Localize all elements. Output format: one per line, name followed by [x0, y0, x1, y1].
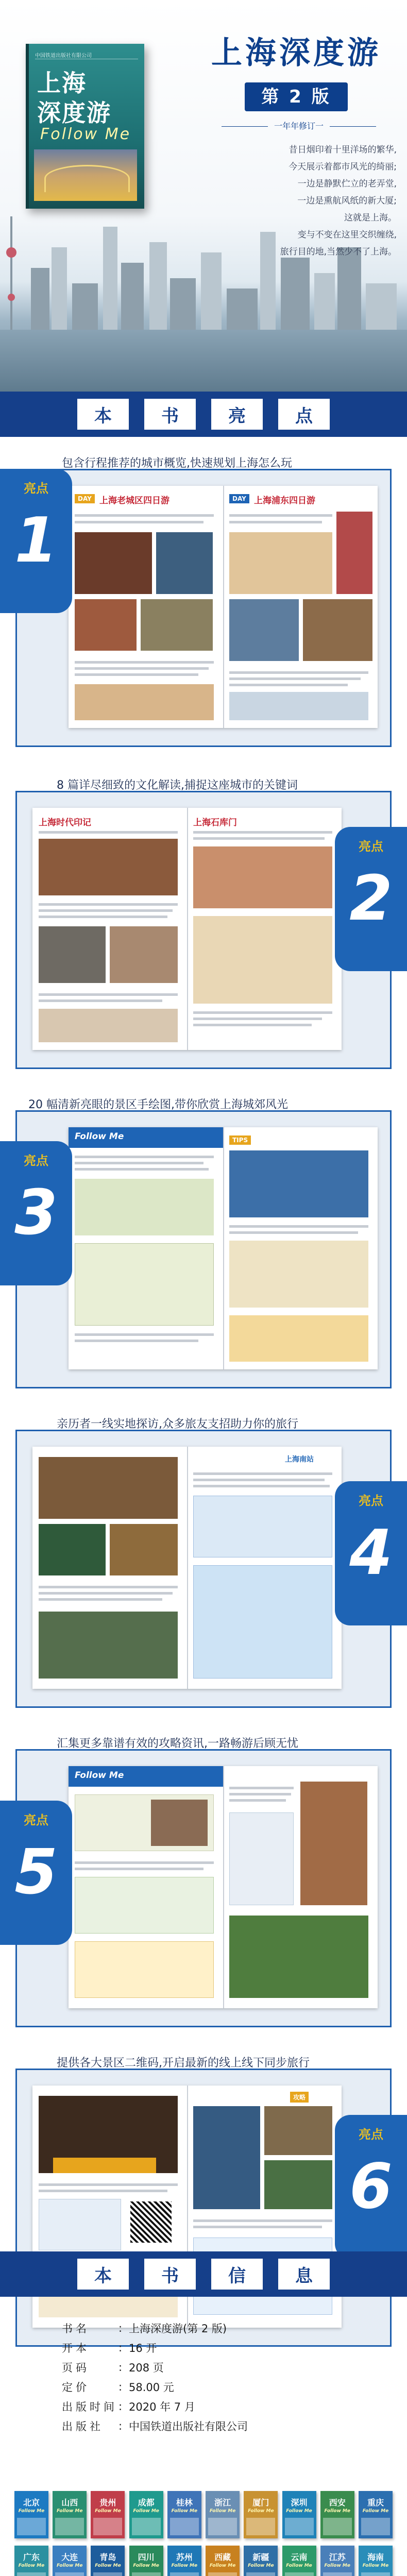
- series-book: [206, 2491, 240, 2538]
- series-book-subtitle: Follow Me: [324, 2563, 350, 2568]
- banner-char: 信: [211, 2259, 263, 2290]
- series-book: [320, 2491, 354, 2538]
- info-box: [229, 1812, 294, 1905]
- series-book-photo: [361, 2572, 390, 2576]
- photo: [229, 1150, 368, 1217]
- series-book-subtitle: Follow Me: [133, 2563, 159, 2568]
- series-book-photo: [208, 2572, 237, 2576]
- photo: [303, 599, 372, 661]
- highlights-banner: [0, 392, 407, 437]
- info-row: 出版时间 : 2020 年 7 月: [62, 2400, 195, 2413]
- series-book: [206, 2546, 240, 2576]
- series-book-subtitle: Follow Me: [362, 2563, 389, 2568]
- series-book-photo: [361, 2518, 390, 2535]
- info-row: 开本 : 16 开: [62, 2342, 157, 2354]
- feature-caption: 包含行程推荐的城市概览,快速规划上海怎么玩: [62, 457, 292, 470]
- photo: [229, 599, 299, 661]
- series-book: [359, 2546, 393, 2576]
- series-book-subtitle: Follow Me: [18, 2509, 45, 2514]
- banner-char: 书: [144, 399, 196, 430]
- photo: [39, 1524, 106, 1575]
- photo: [39, 1009, 178, 1042]
- series-book-subtitle: Follow Me: [133, 2509, 159, 2514]
- page-header: 上海时代印记: [39, 818, 91, 828]
- series-book: [167, 2546, 201, 2576]
- series-book: [129, 2546, 163, 2576]
- photo: [75, 532, 152, 594]
- feature-caption: 亲历者一线实地探访,众多旅友支招助力你的旅行: [57, 1418, 298, 1431]
- series-book-title: 海南: [367, 2552, 384, 2562]
- feature-caption: 提供各大景区二维码,开启最新的线上线下同步旅行: [57, 2057, 310, 2070]
- book-title-line1: 上海: [37, 69, 87, 97]
- feature-caption: 8 篇详尽细致的文化解读,捕捉这座城市的关键词: [57, 779, 298, 792]
- banner-char: 点: [278, 399, 330, 430]
- info-box: [39, 2199, 121, 2250]
- info-box: [75, 1941, 214, 1998]
- series-book: [320, 2546, 354, 2576]
- info-row: 页码 : 208 页: [62, 2361, 164, 2374]
- series-book-subtitle: Follow Me: [95, 2509, 121, 2514]
- series-book-subtitle: Follow Me: [286, 2509, 312, 2514]
- series-book-title: 深圳: [291, 2498, 308, 2507]
- feature-caption: 20 幅清新亮眼的景区手绘图,带你欣赏上海城郊风光: [28, 1098, 288, 1111]
- series-book-title: 重庆: [367, 2498, 384, 2507]
- series-book-photo: [170, 2518, 199, 2535]
- title-strip: [53, 2158, 156, 2173]
- photo: [156, 532, 213, 594]
- photo: [141, 599, 213, 651]
- info-banner: [0, 2251, 407, 2297]
- series-book: [244, 2546, 278, 2576]
- series-book-title: 山西: [61, 2498, 78, 2507]
- series-book-photo: [285, 2572, 314, 2576]
- series-book-photo: [246, 2572, 275, 2576]
- info-row: 定价 : 58.00 元: [62, 2381, 174, 2394]
- series-book-title: 苏州: [176, 2552, 193, 2562]
- series-book-photo: [132, 2572, 161, 2576]
- series-book-photo: [17, 2518, 46, 2535]
- photo: [75, 684, 214, 720]
- hero-banner: [0, 0, 407, 392]
- feature-1: 包含行程推荐的城市概览,快速规划上海怎么玩 DAY 上海老城区四日游 DAY 上海浦东四日游 亮点 1: [0, 453, 407, 757]
- page-header: 上海老城区四日游: [99, 496, 169, 506]
- series-book-subtitle: Follow Me: [362, 2509, 389, 2514]
- series-book-subtitle: Follow Me: [248, 2563, 274, 2568]
- series-book: [91, 2546, 125, 2576]
- series-book: [53, 2546, 87, 2576]
- book-info: [62, 2318, 350, 2436]
- series-book-title: 厦门: [252, 2498, 269, 2507]
- banner-char: 息: [278, 2259, 330, 2290]
- page-header: 上海南站: [285, 1455, 314, 1464]
- series-book: [14, 2546, 48, 2576]
- series-book-subtitle: Follow Me: [286, 2563, 312, 2568]
- series-book-photo: [285, 2518, 314, 2535]
- series-book-photo: [93, 2518, 122, 2535]
- edition-badge: 第 2 版: [245, 82, 348, 111]
- feature-3: 20 幅清新亮眼的景区手绘图,带你欣赏上海城郊风光 Follow Me TIPS 亮点 3: [0, 1095, 407, 1399]
- qr-code-icon: [130, 2201, 172, 2243]
- photo: [39, 1457, 178, 1519]
- series-book-subtitle: Follow Me: [18, 2563, 45, 2568]
- series-book-subtitle: Follow Me: [324, 2509, 350, 2514]
- series-book: [14, 2491, 48, 2538]
- series-book-title: 大连: [61, 2552, 78, 2562]
- series-book-photo: [246, 2518, 275, 2535]
- series-book-photo: [93, 2572, 122, 2576]
- architecture-illustration: [193, 916, 332, 1004]
- series-book-title: 桂林: [176, 2498, 193, 2507]
- map-illustration: [75, 1179, 214, 1235]
- info-box: [193, 1496, 332, 1557]
- series-book: [359, 2491, 393, 2538]
- yearly-revision: 一年年修订一: [222, 121, 376, 131]
- series-book-photo: [132, 2518, 161, 2535]
- series-book-title: 浙江: [214, 2498, 231, 2507]
- series-books: [14, 2491, 393, 2576]
- highlight-badge: 亮点 6: [335, 2115, 407, 2259]
- page-header: 上海石库门: [193, 818, 237, 828]
- series-book-subtitle: Follow Me: [56, 2563, 83, 2568]
- series-book-subtitle: Follow Me: [95, 2563, 121, 2568]
- series-book-title: 青岛: [99, 2552, 116, 2562]
- book-title-line2: 深度游: [37, 99, 111, 127]
- series-book-subtitle: Follow Me: [248, 2509, 274, 2514]
- highlight-badge: 亮点 3: [0, 1141, 72, 1285]
- photo: [39, 839, 178, 895]
- photo: [264, 2160, 332, 2209]
- series-book-title: 广东: [23, 2552, 40, 2562]
- series-book-title: 西藏: [214, 2552, 231, 2562]
- series-book-photo: [55, 2518, 84, 2535]
- series-book-photo: [17, 2572, 46, 2576]
- photo: [264, 2106, 332, 2155]
- feature-caption: 汇集更多靠谱有效的攻略资讯,一路畅游后顾无忧: [57, 1737, 298, 1750]
- photo: [336, 512, 372, 594]
- highlight-badge: 亮点 1: [0, 469, 72, 613]
- info-box: [229, 1315, 368, 1362]
- photo: [229, 1916, 368, 1998]
- series-book-title: 西安: [329, 2498, 346, 2507]
- feature-6: 提供各大景区二维码,开启最新的线上线下同步旅行 攻略 亮点 6: [0, 2053, 407, 2357]
- series-book: [91, 2491, 125, 2538]
- feature-5: [0, 1734, 407, 2038]
- series-book-photo: [323, 2572, 352, 2576]
- series-book-title: 江苏: [329, 2552, 346, 2562]
- feature-4: [0, 1414, 407, 1718]
- page-header: Follow Me: [75, 1770, 124, 1781]
- book-cover: [26, 44, 144, 209]
- map-illustration: [75, 1243, 214, 1326]
- photo: [110, 926, 178, 983]
- book-cover-photo: [34, 149, 137, 201]
- series-book-subtitle: Follow Me: [171, 2563, 198, 2568]
- banner-char: 本: [77, 399, 129, 430]
- highlight-badge: 亮点 5: [0, 1801, 72, 1945]
- series-book: [282, 2491, 316, 2538]
- series-book-title: 新疆: [252, 2552, 269, 2562]
- info-box: [75, 1877, 214, 1934]
- photo: [193, 2106, 260, 2209]
- photo: [151, 1800, 208, 1846]
- info-box: [229, 1241, 368, 1308]
- highlight-badge: 亮点 2: [335, 827, 407, 971]
- series-book-subtitle: Follow Me: [56, 2509, 83, 2514]
- series-book-photo: [170, 2572, 199, 2576]
- series-book-title: 四川: [138, 2552, 155, 2562]
- photo: [193, 846, 332, 908]
- banner-char: 书: [144, 2259, 196, 2290]
- series-book: [53, 2491, 87, 2538]
- highlight-badge: 亮点 4: [335, 1481, 407, 1625]
- series-book-subtitle: Follow Me: [171, 2509, 198, 2514]
- page-header: Follow Me: [75, 1131, 124, 1142]
- feature-2: [0, 775, 407, 1079]
- series-book-photo: [55, 2572, 84, 2576]
- series-book: [129, 2491, 163, 2538]
- photo: [110, 1524, 178, 1575]
- page-title: 上海深度游: [211, 35, 381, 71]
- series-book: [244, 2491, 278, 2538]
- series-book-title: 北京: [23, 2498, 40, 2507]
- book-brand: 中国铁道出版社有限公司: [35, 51, 138, 59]
- page-header: 上海浦东四日游: [254, 496, 315, 506]
- intro-poem: 昔日烟印着十里洋场的繁华, 今天展示着都市风光的绮丽; 一边是静默伫立的老弄堂, 一边是熏航风纸的新大厦; 这就是上海。 变与不变在这里交织缠绕, 旅行目的地,当然少不了上海。: [280, 145, 397, 257]
- series-book: [282, 2546, 316, 2576]
- series-book-title: 云南: [291, 2552, 308, 2562]
- info-row: 出版社 : 中国铁道出版社有限公司: [62, 2420, 248, 2433]
- series-book-photo: [323, 2518, 352, 2535]
- series-book-title: 贵州: [99, 2498, 116, 2507]
- photo: [300, 1782, 367, 1905]
- series-book-title: 成都: [138, 2498, 155, 2507]
- series-book-subtitle: Follow Me: [209, 2563, 236, 2568]
- banner-char: 本: [77, 2259, 129, 2290]
- series-book-subtitle: Follow Me: [209, 2509, 236, 2514]
- series-book-photo: [208, 2518, 237, 2535]
- photo: [229, 532, 332, 594]
- table-box: [193, 1565, 332, 1679]
- photo: [39, 926, 106, 983]
- banner-char: 亮: [211, 399, 263, 430]
- photo: [229, 692, 368, 720]
- photo: [75, 599, 137, 651]
- book-subtitle: Follow Me: [40, 125, 131, 143]
- river: [0, 330, 407, 392]
- info-row: 书名 : 上海深度游(第 2 版): [62, 2322, 227, 2335]
- photo: [39, 1612, 178, 1679]
- series-book: [167, 2491, 201, 2538]
